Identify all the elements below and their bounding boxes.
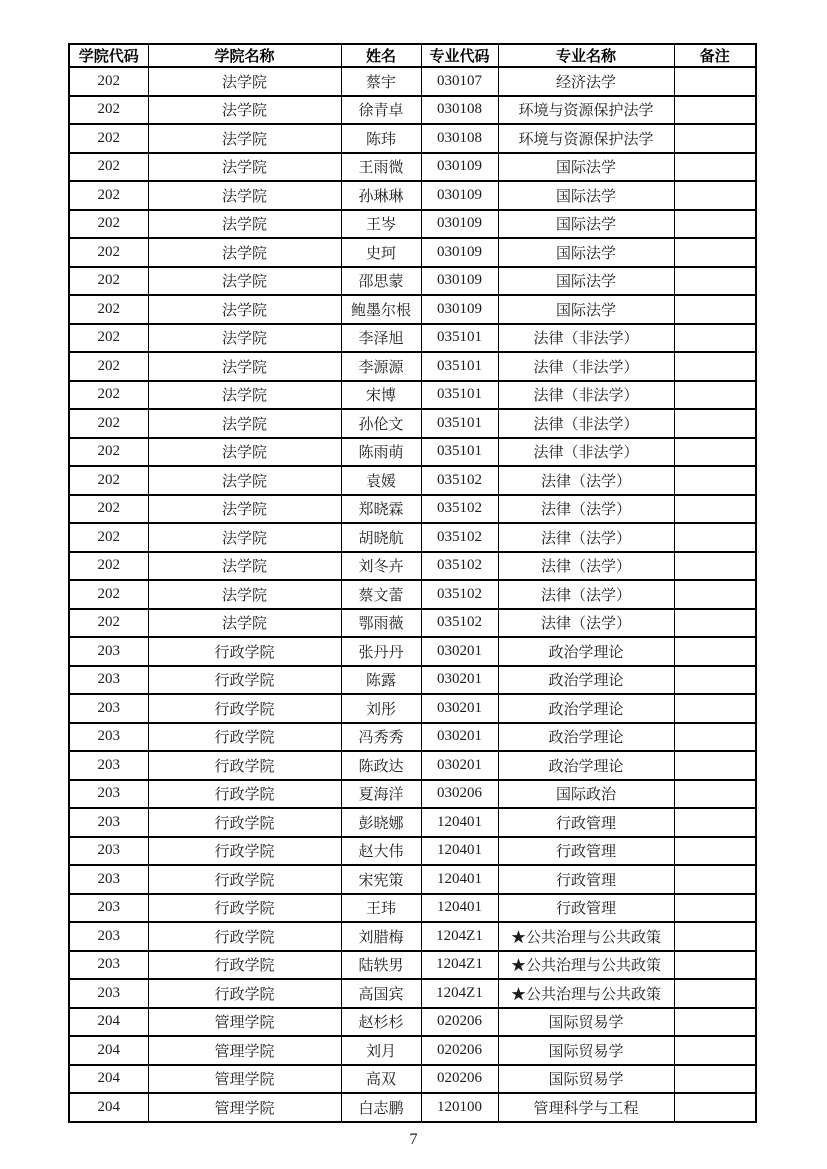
cell-major-code: 030109 <box>421 238 498 267</box>
cell-college-name: 管理学院 <box>148 1008 341 1037</box>
table-row <box>69 153 756 182</box>
cell-student-name: 陈雨萌 <box>341 438 421 467</box>
cell-remark <box>674 666 756 695</box>
cell-remark <box>674 780 756 809</box>
cell-college-code: 202 <box>69 352 148 381</box>
cell-college-code: 203 <box>69 637 148 666</box>
cell-student-name: 白志鹏 <box>341 1093 421 1122</box>
cell-college-code: 202 <box>69 96 148 125</box>
cell-college-name: 管理学院 <box>148 1065 341 1094</box>
cell-remark <box>674 865 756 894</box>
cell-college-name: 法学院 <box>148 124 341 153</box>
cell-college-code: 202 <box>69 295 148 324</box>
cell-college-code: 203 <box>69 780 148 809</box>
table-row <box>69 438 756 467</box>
cell-major-name: 政治学理论 <box>498 751 674 780</box>
table-row <box>69 124 756 153</box>
cell-college-name: 行政学院 <box>148 751 341 780</box>
cell-college-name: 法学院 <box>148 324 341 353</box>
table-row <box>69 951 756 980</box>
cell-college-name: 法学院 <box>148 153 341 182</box>
cell-college-name: 行政学院 <box>148 922 341 951</box>
cell-major-code: 035101 <box>421 324 498 353</box>
cell-college-code: 202 <box>69 210 148 239</box>
cell-student-name: 陈政达 <box>341 751 421 780</box>
table-row <box>69 1008 756 1037</box>
cell-student-name: 邵思蒙 <box>341 267 421 296</box>
cell-college-name: 法学院 <box>148 181 341 210</box>
cell-major-name: ★公共治理与公共政策 <box>498 951 674 980</box>
cell-college-code: 204 <box>69 1036 148 1065</box>
cell-college-code: 202 <box>69 153 148 182</box>
column-header: 学院代码 <box>69 44 148 67</box>
table-row <box>69 894 756 923</box>
cell-college-name: 行政学院 <box>148 865 341 894</box>
cell-remark <box>674 951 756 980</box>
cell-college-code: 202 <box>69 495 148 524</box>
cell-college-code: 202 <box>69 324 148 353</box>
cell-remark <box>674 153 756 182</box>
cell-major-code: 030201 <box>421 637 498 666</box>
cell-major-code: 1204Z1 <box>421 979 498 1008</box>
cell-student-name: 王雨微 <box>341 153 421 182</box>
cell-college-name: 法学院 <box>148 580 341 609</box>
cell-remark <box>674 580 756 609</box>
table-row <box>69 694 756 723</box>
table-row <box>69 808 756 837</box>
cell-major-name: 国际贸易学 <box>498 1008 674 1037</box>
column-header: 姓名 <box>341 44 421 67</box>
cell-college-code: 202 <box>69 409 148 438</box>
table-row <box>69 1036 756 1065</box>
cell-major-name: 法律（非法学） <box>498 438 674 467</box>
table-row <box>69 666 756 695</box>
cell-student-name: 高国宾 <box>341 979 421 1008</box>
cell-college-name: 法学院 <box>148 267 341 296</box>
admission-roster-table <box>68 43 757 1123</box>
cell-remark <box>674 894 756 923</box>
cell-major-code: 035102 <box>421 552 498 581</box>
table-row <box>69 295 756 324</box>
cell-college-name: 法学院 <box>148 523 341 552</box>
table-row <box>69 523 756 552</box>
table-row <box>69 67 756 96</box>
cell-major-code: 030109 <box>421 210 498 239</box>
table-row <box>69 267 756 296</box>
cell-remark <box>674 438 756 467</box>
cell-major-name: 国际法学 <box>498 267 674 296</box>
cell-remark <box>674 67 756 96</box>
cell-remark <box>674 381 756 410</box>
cell-major-name: 国际政治 <box>498 780 674 809</box>
cell-remark <box>674 96 756 125</box>
cell-student-name: 彭晓娜 <box>341 808 421 837</box>
cell-major-code: 035102 <box>421 523 498 552</box>
cell-major-name: 国际法学 <box>498 181 674 210</box>
table-row <box>69 837 756 866</box>
cell-college-name: 行政学院 <box>148 637 341 666</box>
cell-major-name: 管理科学与工程 <box>498 1093 674 1122</box>
cell-major-name: 行政管理 <box>498 837 674 866</box>
table-row <box>69 922 756 951</box>
cell-student-name: 王岑 <box>341 210 421 239</box>
table-row <box>69 181 756 210</box>
cell-remark <box>674 637 756 666</box>
cell-remark <box>674 238 756 267</box>
cell-major-code: 035101 <box>421 409 498 438</box>
cell-major-name: 法律（非法学） <box>498 381 674 410</box>
cell-major-code: 030201 <box>421 694 498 723</box>
cell-major-name: 环境与资源保护法学 <box>498 96 674 125</box>
cell-college-code: 203 <box>69 694 148 723</box>
cell-student-name: 陈露 <box>341 666 421 695</box>
cell-major-name: 法律（法学） <box>498 552 674 581</box>
cell-college-code: 202 <box>69 181 148 210</box>
cell-remark <box>674 295 756 324</box>
column-header: 专业名称 <box>498 44 674 67</box>
cell-student-name: 史珂 <box>341 238 421 267</box>
table-row <box>69 751 756 780</box>
cell-remark <box>674 723 756 752</box>
cell-major-name: 国际贸易学 <box>498 1036 674 1065</box>
cell-college-code: 202 <box>69 552 148 581</box>
cell-student-name: 王玮 <box>341 894 421 923</box>
cell-college-name: 行政学院 <box>148 979 341 1008</box>
cell-major-name: 行政管理 <box>498 865 674 894</box>
cell-remark <box>674 694 756 723</box>
cell-college-name: 法学院 <box>148 495 341 524</box>
cell-student-name: 刘彤 <box>341 694 421 723</box>
cell-student-name: 宋宪策 <box>341 865 421 894</box>
cell-major-code: 030108 <box>421 96 498 125</box>
cell-major-name: 法律（法学） <box>498 495 674 524</box>
cell-college-code: 203 <box>69 951 148 980</box>
cell-college-code: 203 <box>69 865 148 894</box>
table-row <box>69 409 756 438</box>
cell-major-code: 030109 <box>421 181 498 210</box>
cell-major-code: 035102 <box>421 466 498 495</box>
cell-major-code: 030109 <box>421 295 498 324</box>
cell-major-name: 国际贸易学 <box>498 1065 674 1094</box>
cell-remark <box>674 466 756 495</box>
cell-remark <box>674 324 756 353</box>
cell-student-name: 李源源 <box>341 352 421 381</box>
cell-major-name: 法律（法学） <box>498 523 674 552</box>
table-row <box>69 723 756 752</box>
cell-college-name: 行政学院 <box>148 951 341 980</box>
cell-college-code: 202 <box>69 267 148 296</box>
cell-student-name: 刘腊梅 <box>341 922 421 951</box>
cell-college-name: 法学院 <box>148 609 341 638</box>
cell-college-name: 法学院 <box>148 352 341 381</box>
table-body <box>69 67 756 1122</box>
cell-college-code: 203 <box>69 922 148 951</box>
cell-student-name: 陈玮 <box>341 124 421 153</box>
cell-college-name: 法学院 <box>148 438 341 467</box>
cell-student-name: 宋博 <box>341 381 421 410</box>
cell-major-name: 法律（法学） <box>498 466 674 495</box>
cell-remark <box>674 1093 756 1122</box>
cell-major-name: 行政管理 <box>498 808 674 837</box>
cell-major-code: 030201 <box>421 666 498 695</box>
table-row <box>69 324 756 353</box>
cell-major-name: 环境与资源保护法学 <box>498 124 674 153</box>
cell-student-name: 蔡文蕾 <box>341 580 421 609</box>
cell-college-name: 法学院 <box>148 466 341 495</box>
table-row <box>69 865 756 894</box>
cell-major-code: 030206 <box>421 780 498 809</box>
cell-college-code: 202 <box>69 381 148 410</box>
cell-student-name: 袁媛 <box>341 466 421 495</box>
cell-college-code: 202 <box>69 609 148 638</box>
cell-major-name: 国际法学 <box>498 153 674 182</box>
cell-student-name: 高双 <box>341 1065 421 1094</box>
table-row <box>69 580 756 609</box>
cell-remark <box>674 267 756 296</box>
cell-remark <box>674 837 756 866</box>
cell-college-code: 204 <box>69 1093 148 1122</box>
cell-student-name: 陆轶男 <box>341 951 421 980</box>
cell-major-name: 法律（非法学） <box>498 409 674 438</box>
cell-college-code: 203 <box>69 723 148 752</box>
cell-remark <box>674 751 756 780</box>
column-header: 备注 <box>674 44 756 67</box>
cell-remark <box>674 352 756 381</box>
cell-remark <box>674 1036 756 1065</box>
cell-college-code: 202 <box>69 466 148 495</box>
cell-college-name: 行政学院 <box>148 666 341 695</box>
table-row <box>69 780 756 809</box>
cell-major-code: 030109 <box>421 267 498 296</box>
cell-college-code: 202 <box>69 67 148 96</box>
cell-college-name: 法学院 <box>148 552 341 581</box>
table-row <box>69 637 756 666</box>
cell-major-name: 法律（非法学） <box>498 352 674 381</box>
cell-college-code: 204 <box>69 1008 148 1037</box>
cell-major-name: 法律（非法学） <box>498 324 674 353</box>
cell-college-name: 法学院 <box>148 67 341 96</box>
table-row <box>69 979 756 1008</box>
cell-college-name: 行政学院 <box>148 780 341 809</box>
table-row <box>69 352 756 381</box>
cell-major-code: 030201 <box>421 723 498 752</box>
cell-college-name: 法学院 <box>148 210 341 239</box>
cell-student-name: 郑晓霖 <box>341 495 421 524</box>
header-row <box>69 44 756 67</box>
cell-major-code: 035101 <box>421 438 498 467</box>
cell-major-name: 政治学理论 <box>498 666 674 695</box>
table-row <box>69 552 756 581</box>
table-row <box>69 381 756 410</box>
cell-college-code: 203 <box>69 837 148 866</box>
cell-major-name: 国际法学 <box>498 238 674 267</box>
cell-remark <box>674 979 756 1008</box>
cell-college-name: 法学院 <box>148 381 341 410</box>
cell-major-code: 1204Z1 <box>421 951 498 980</box>
cell-major-name: ★公共治理与公共政策 <box>498 979 674 1008</box>
table-row <box>69 1093 756 1122</box>
cell-major-name: 经济法学 <box>498 67 674 96</box>
cell-remark <box>674 808 756 837</box>
cell-college-name: 行政学院 <box>148 694 341 723</box>
cell-remark <box>674 1065 756 1094</box>
cell-major-name: ★公共治理与公共政策 <box>498 922 674 951</box>
cell-major-code: 120401 <box>421 865 498 894</box>
cell-major-code: 035101 <box>421 381 498 410</box>
cell-major-code: 030201 <box>421 751 498 780</box>
cell-major-code: 120401 <box>421 894 498 923</box>
cell-remark <box>674 523 756 552</box>
cell-college-code: 203 <box>69 751 148 780</box>
cell-college-code: 203 <box>69 979 148 1008</box>
cell-major-name: 行政管理 <box>498 894 674 923</box>
cell-major-name: 国际法学 <box>498 210 674 239</box>
cell-college-code: 203 <box>69 894 148 923</box>
cell-major-code: 030108 <box>421 124 498 153</box>
cell-major-code: 030109 <box>421 153 498 182</box>
cell-student-name: 刘月 <box>341 1036 421 1065</box>
cell-major-name: 政治学理论 <box>498 694 674 723</box>
cell-college-name: 行政学院 <box>148 894 341 923</box>
cell-major-code: 020206 <box>421 1065 498 1094</box>
cell-college-code: 202 <box>69 238 148 267</box>
cell-major-code: 120100 <box>421 1093 498 1122</box>
cell-college-code: 203 <box>69 808 148 837</box>
cell-major-code: 120401 <box>421 808 498 837</box>
cell-college-name: 行政学院 <box>148 723 341 752</box>
page-number: 7 <box>409 1131 418 1148</box>
cell-student-name: 徐青卓 <box>341 96 421 125</box>
cell-student-name: 鄂雨薇 <box>341 609 421 638</box>
cell-student-name: 赵杉杉 <box>341 1008 421 1037</box>
cell-major-code: 020206 <box>421 1036 498 1065</box>
cell-student-name: 胡晓航 <box>341 523 421 552</box>
cell-college-name: 法学院 <box>148 295 341 324</box>
cell-remark <box>674 124 756 153</box>
cell-major-code: 030107 <box>421 67 498 96</box>
cell-major-code: 035102 <box>421 580 498 609</box>
cell-college-code: 202 <box>69 124 148 153</box>
cell-major-code: 035101 <box>421 352 498 381</box>
cell-college-code: 202 <box>69 580 148 609</box>
cell-college-name: 行政学院 <box>148 837 341 866</box>
cell-college-code: 203 <box>69 666 148 695</box>
cell-college-name: 行政学院 <box>148 808 341 837</box>
cell-major-code: 020206 <box>421 1008 498 1037</box>
table-row <box>69 210 756 239</box>
table-row <box>69 1065 756 1094</box>
cell-major-name: 法律（法学） <box>498 580 674 609</box>
cell-student-name: 冯秀秀 <box>341 723 421 752</box>
cell-major-code: 120401 <box>421 837 498 866</box>
table-row <box>69 609 756 638</box>
table-row <box>69 96 756 125</box>
table-row <box>69 238 756 267</box>
cell-major-name: 政治学理论 <box>498 723 674 752</box>
column-header: 专业代码 <box>421 44 498 67</box>
cell-student-name: 赵大伟 <box>341 837 421 866</box>
cell-remark <box>674 609 756 638</box>
cell-major-name: 法律（法学） <box>498 609 674 638</box>
cell-remark <box>674 1008 756 1037</box>
cell-student-name: 蔡宇 <box>341 67 421 96</box>
cell-remark <box>674 495 756 524</box>
cell-remark <box>674 409 756 438</box>
cell-student-name: 张丹丹 <box>341 637 421 666</box>
cell-major-code: 1204Z1 <box>421 922 498 951</box>
cell-college-name: 法学院 <box>148 409 341 438</box>
cell-student-name: 夏海洋 <box>341 780 421 809</box>
cell-remark <box>674 922 756 951</box>
cell-college-code: 202 <box>69 438 148 467</box>
cell-major-name: 政治学理论 <box>498 637 674 666</box>
table-row <box>69 466 756 495</box>
cell-major-name: 国际法学 <box>498 295 674 324</box>
cell-college-name: 管理学院 <box>148 1093 341 1122</box>
cell-student-name: 鲍墨尔根 <box>341 295 421 324</box>
cell-major-code: 035102 <box>421 495 498 524</box>
table-row <box>69 495 756 524</box>
cell-student-name: 刘冬卉 <box>341 552 421 581</box>
cell-college-name: 管理学院 <box>148 1036 341 1065</box>
cell-college-code: 202 <box>69 523 148 552</box>
cell-college-name: 法学院 <box>148 96 341 125</box>
cell-remark <box>674 552 756 581</box>
cell-remark <box>674 181 756 210</box>
cell-remark <box>674 210 756 239</box>
cell-student-name: 孙琳琳 <box>341 181 421 210</box>
cell-college-code: 204 <box>69 1065 148 1094</box>
cell-college-name: 法学院 <box>148 238 341 267</box>
cell-student-name: 孙伦文 <box>341 409 421 438</box>
cell-major-code: 035102 <box>421 609 498 638</box>
column-header: 学院名称 <box>148 44 341 67</box>
cell-student-name: 李泽旭 <box>341 324 421 353</box>
